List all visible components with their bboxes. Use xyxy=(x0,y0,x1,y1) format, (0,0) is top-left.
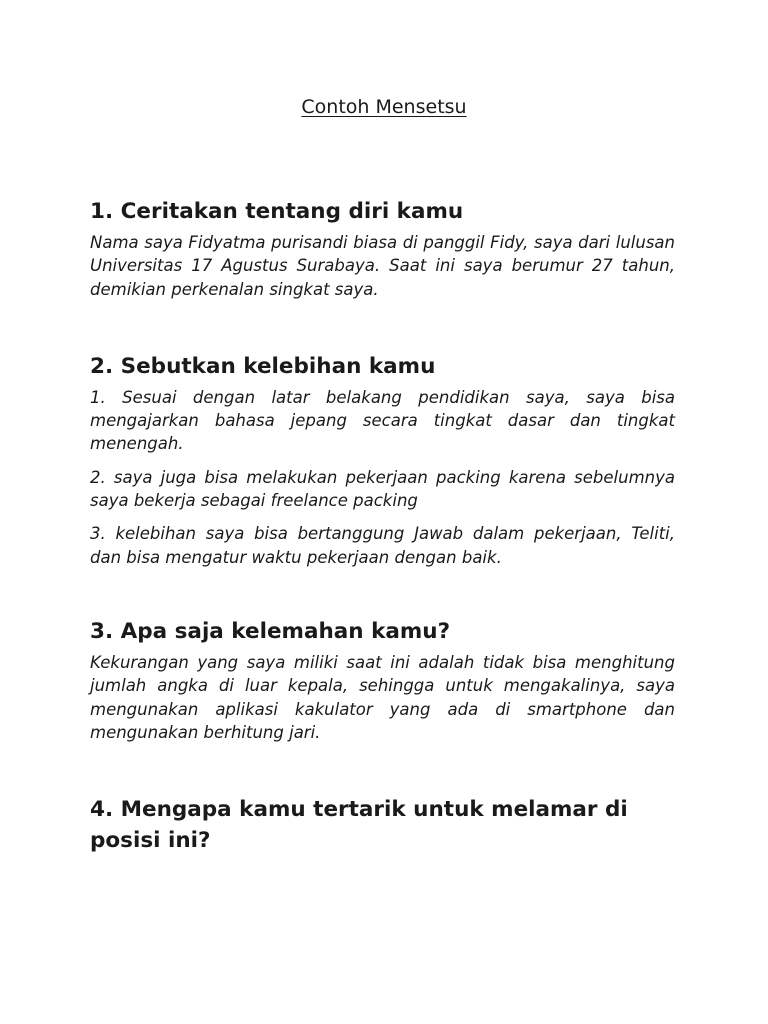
document-title: Contoh Mensetsu xyxy=(301,96,467,118)
section-2-paragraph-2: 2. saya juga bisa melakukan pekerjaan packing karena sebelumnya saya bekerja sebagai freelance packing xyxy=(90,467,675,511)
document-body xyxy=(90,196,675,860)
section-2-heading: 2. Sebutkan kelebihan kamu xyxy=(90,353,436,379)
section-3-paragraph-1: Kekurangan yang saya miliki saat ini adalah tidak bisa menghitung jumlah angka di luar kepala, sehingga untuk mengakalinya, saya mengunakan aplikasi kakulator yang ada di smartphone dan mengunakan berhitung jari. xyxy=(90,652,675,742)
section-2-paragraph-1: 1. Sesuai dengan latar belakang pendidikan saya, saya bisa mengajarkan bahasa jepang secara tingkat dasar dan tingkat menengah. xyxy=(90,387,675,454)
section-4 xyxy=(90,794,675,856)
section-3 xyxy=(90,616,675,744)
section-3-heading: 3. Apa saja kelemahan kamu? xyxy=(90,618,451,644)
section-4-heading: 4. Mengapa kamu tertarik untuk melamar di posisi ini? xyxy=(90,797,628,854)
section-1-heading: 1. Ceritakan tentang diri kamu xyxy=(90,199,464,224)
section-1 xyxy=(90,196,675,301)
section-1-paragraph-1: Nama saya Fidyatma purisandi biasa di panggil Fidy, saya dari lulusan Universitas 17 Agustus Surabaya. Saat ini saya berumur 27 tahun, demikian perkenalan singkat saya. xyxy=(90,233,675,299)
section-2 xyxy=(90,351,675,569)
section-2-paragraph-3: 3. kelebihan saya bisa bertanggung Jawab dalam pekerjaan, Teliti, dan bisa mengatur waktu pekerjaan dengan baik. xyxy=(90,524,675,567)
